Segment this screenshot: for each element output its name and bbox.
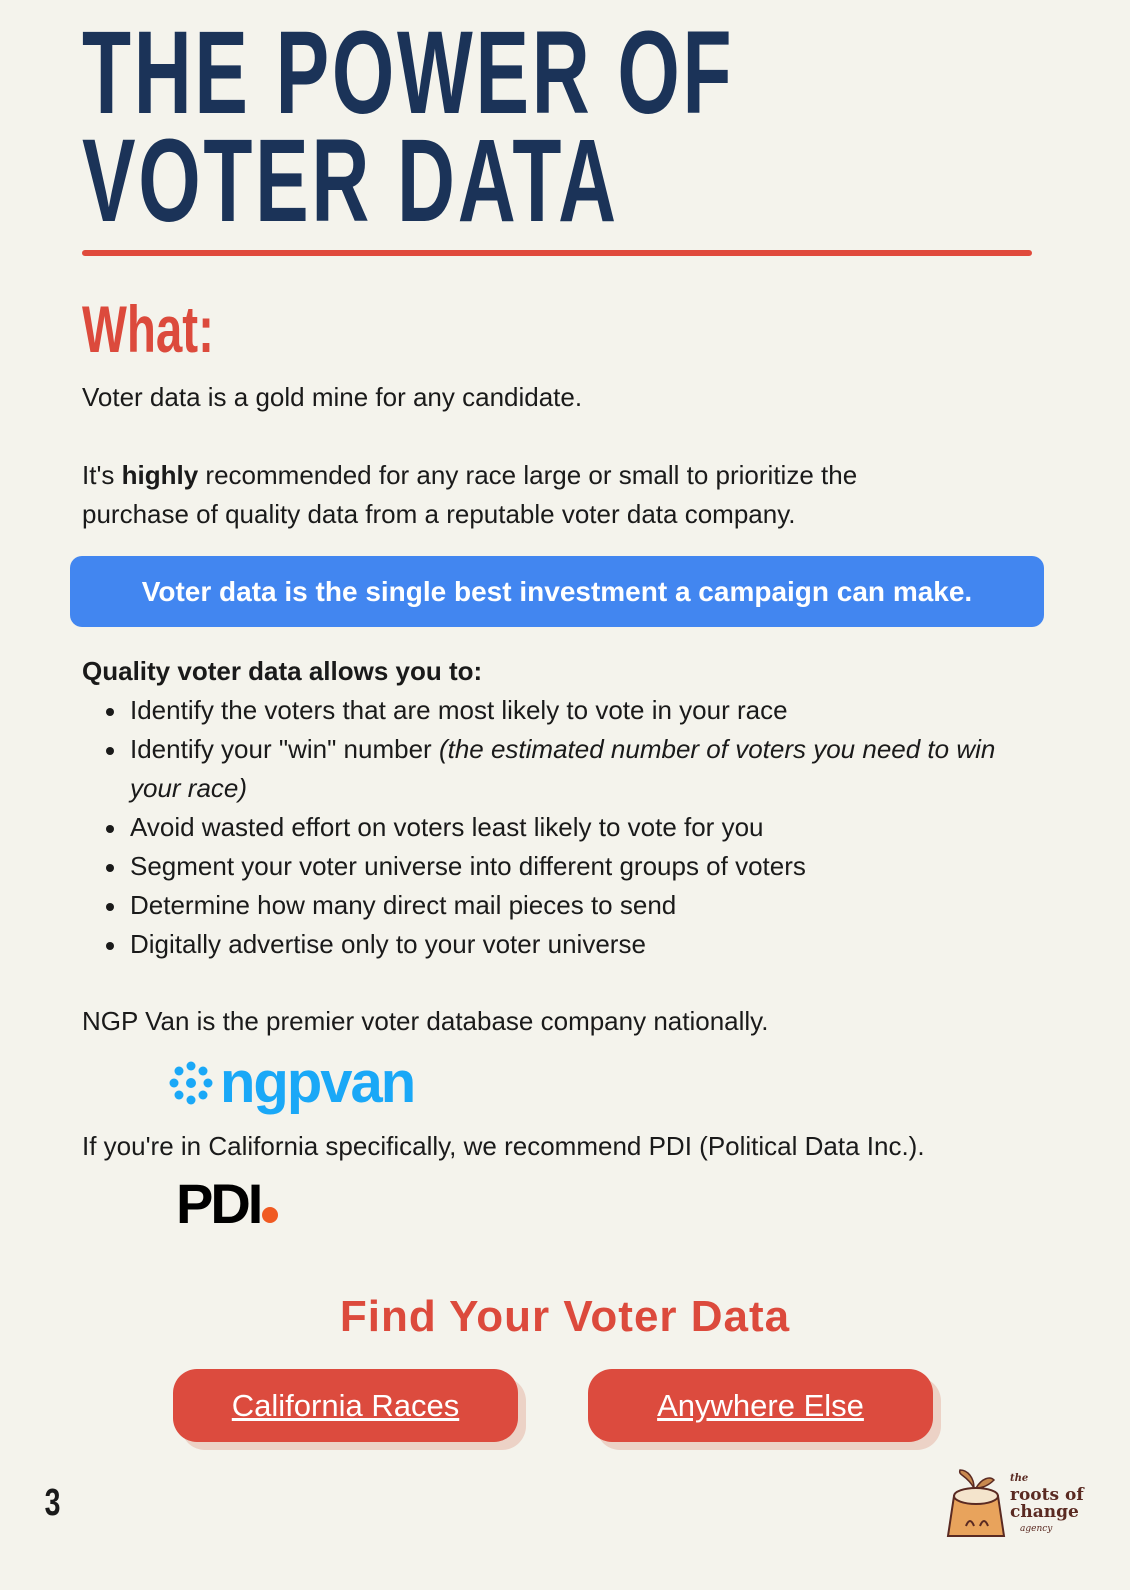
pdi-logo <box>176 1172 1032 1235</box>
tree-stump-icon <box>944 1466 1008 1538</box>
california-races-button[interactable]: California Races <box>173 1369 518 1442</box>
list-item: Identify the voters that are most likely to vote in your race <box>130 691 1032 730</box>
ngpvan-wordmark: ngpvan <box>220 1050 415 1115</box>
brand-name: the roots of change agency <box>1010 1473 1084 1534</box>
list-item: Digitally advertise only to your voter universe <box>130 925 1032 964</box>
what-heading: What: <box>82 292 214 366</box>
pdi-text: If you're in California specifically, we recommend PDI (Political Data Inc.). <box>82 1131 925 1161</box>
benefits-list <box>82 691 1032 964</box>
divider <box>82 250 1032 256</box>
ngpvan-logo <box>168 1051 1032 1115</box>
highlight-banner: Voter data is the single best investment a campaign can make. <box>70 556 1044 627</box>
list-item: Segment your voter universe into different groups of voters <box>130 847 1032 886</box>
find-heading: Find Your Voter Data <box>339 1292 791 1341</box>
page-number: 3 <box>44 1482 61 1524</box>
title-line-2: VOTER DATA <box>82 115 619 247</box>
rec-pre: It's <box>82 460 122 490</box>
anywhere-else-button[interactable]: Anywhere Else <box>588 1369 933 1442</box>
list-item: Determine how many direct mail pieces to send <box>130 886 1032 925</box>
main-content <box>82 378 1032 1235</box>
pdi-wordmark: PDI <box>176 1172 261 1235</box>
intro-text: Voter data is a gold mine for any candidate. <box>82 382 583 412</box>
rec-line2: purchase of quality data from a reputable voter data company. <box>82 499 796 529</box>
pdi-dot-icon <box>262 1207 278 1223</box>
title-line-1: THE POWER OF <box>82 7 735 139</box>
list-heading: Quality voter data allows you to: <box>82 656 483 686</box>
rec-bold: highly <box>121 460 199 490</box>
ngp-text: NGP Van is the premier voter database company nationally. <box>82 1006 769 1036</box>
recommendation-text <box>82 456 1032 534</box>
list-item: Identify your "win" number (the estimated number of voters you need to win your race) <box>130 730 1032 808</box>
list-item: Avoid wasted effort on voters least likely to vote for you <box>130 808 1032 847</box>
roots-of-change-logo <box>944 1466 1084 1538</box>
ngpvan-dots-icon <box>168 1060 214 1106</box>
rec-post: recommended for any race large or small to prioritize the <box>198 460 858 490</box>
